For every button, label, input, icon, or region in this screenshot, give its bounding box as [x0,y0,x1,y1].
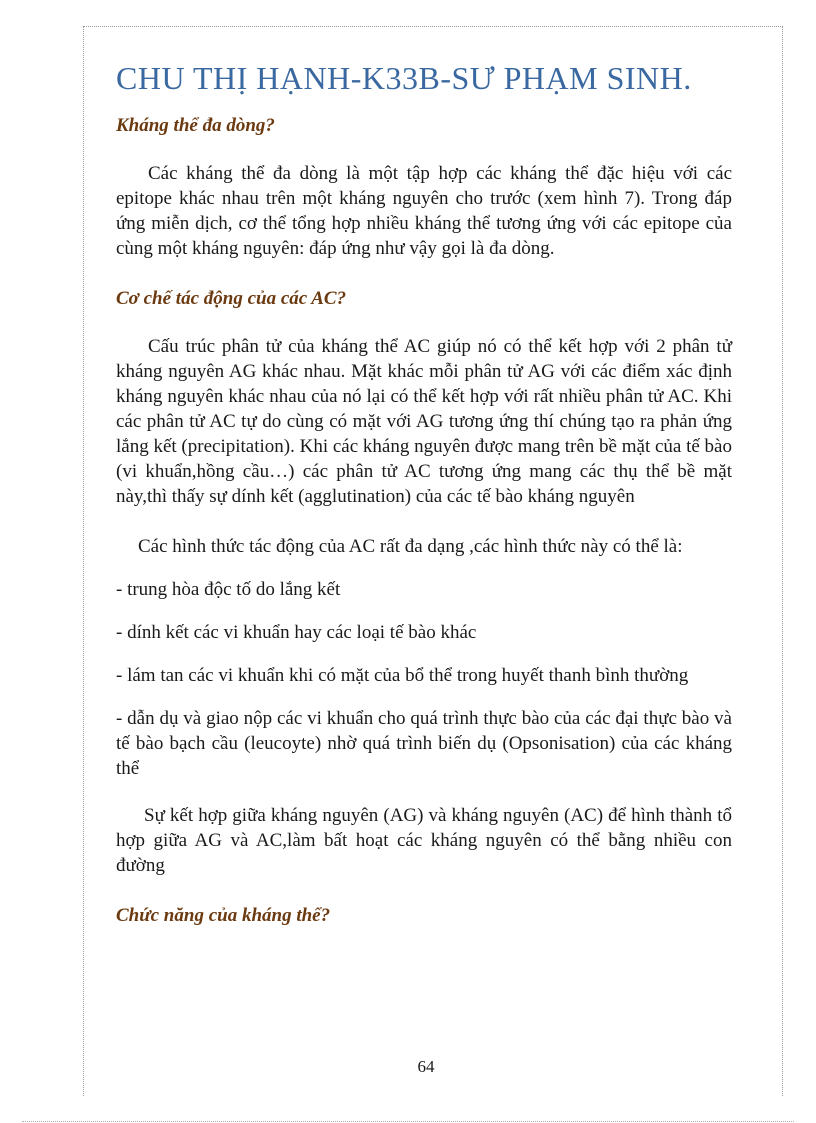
list-item-agglutinate: - dính kết các vi khuẩn hay các loại tế bào khác [116,622,477,643]
heading-polyclonal-antibody: Kháng thể đa dòng? [116,115,275,136]
paragraph-mechanism-forms: Các hình thức tác động của AC rất đa dạng ,các hình thức này có thể là: [138,536,683,557]
list-item-neutralize: - trung hòa độc tố do lắng kết [116,579,341,600]
heading-antibody-function: Chức năng của kháng thể? [116,905,331,926]
page-number: 64 [417,1057,435,1076]
bottom-divider [22,1121,794,1122]
paragraph-polyclonal-definition: Các kháng thể đa dòng là một tập hợp các kháng thể đặc hiệu với các epitope khác nhau trên một kháng nguyên cho trước (xem hình 7). Trong đáp ứng miễn dịch, cơ thể tổng hợp nhiều kháng thể tương ứng với các epitope của cùng một kháng nguyên: đáp ứng như vậy gọi là đa dòng. [116,163,732,259]
document-header-title: CHU THỊ HẠNH-K33B-SƯ PHẠM SINH. [116,60,692,96]
heading-mechanism: Cơ chế tác động của các AC? [116,288,347,309]
paragraph-ag-ac-complex: Sự kết hợp giữa kháng nguyên (AG) và kháng nguyên (AC) để hình thành tổ hợp giữa AG và AC,làm bất hoạt các kháng nguyên có thể bằng nhiều con đường [116,805,732,876]
page-content [116,113,732,929]
list-item-opsonisation: - dẫn dụ và giao nộp các vi khuẩn cho quá trình thực bào của các đại thực bào và tế bào bạch cầu (leucoyte) nhờ quá trình biến dụ (Opsonisation) của các kháng thể [116,708,732,779]
list-item-lysis: - lám tan các vi khuẩn khi có mặt của bổ thể trong huyết thanh bình thường [116,665,689,686]
paragraph-mechanism-structure: Cấu trúc phân tử của kháng thể AC giúp nó có thể kết hợp với 2 phân tử kháng nguyên AG khác nhau. Mặt khác mỗi phân tử AG với các điểm xác định kháng nguyên khác nhau của nó lại có thể kết hợp với rất nhiều phân tử AC. Khi các phân tử AC tự do cùng có mặt với AG tương ứng thí chúng tạo ra phản ứng lắng kết (precipitation). Khi các kháng nguyên được mang trên bề mặt của tế bào (vi khuẩn,hồng cầu…) các phân tử AC tương ứng mang các thụ thể bề mặt này,thì thấy sự dính kết (agglutination) của các tế bào kháng nguyên [116,336,732,507]
